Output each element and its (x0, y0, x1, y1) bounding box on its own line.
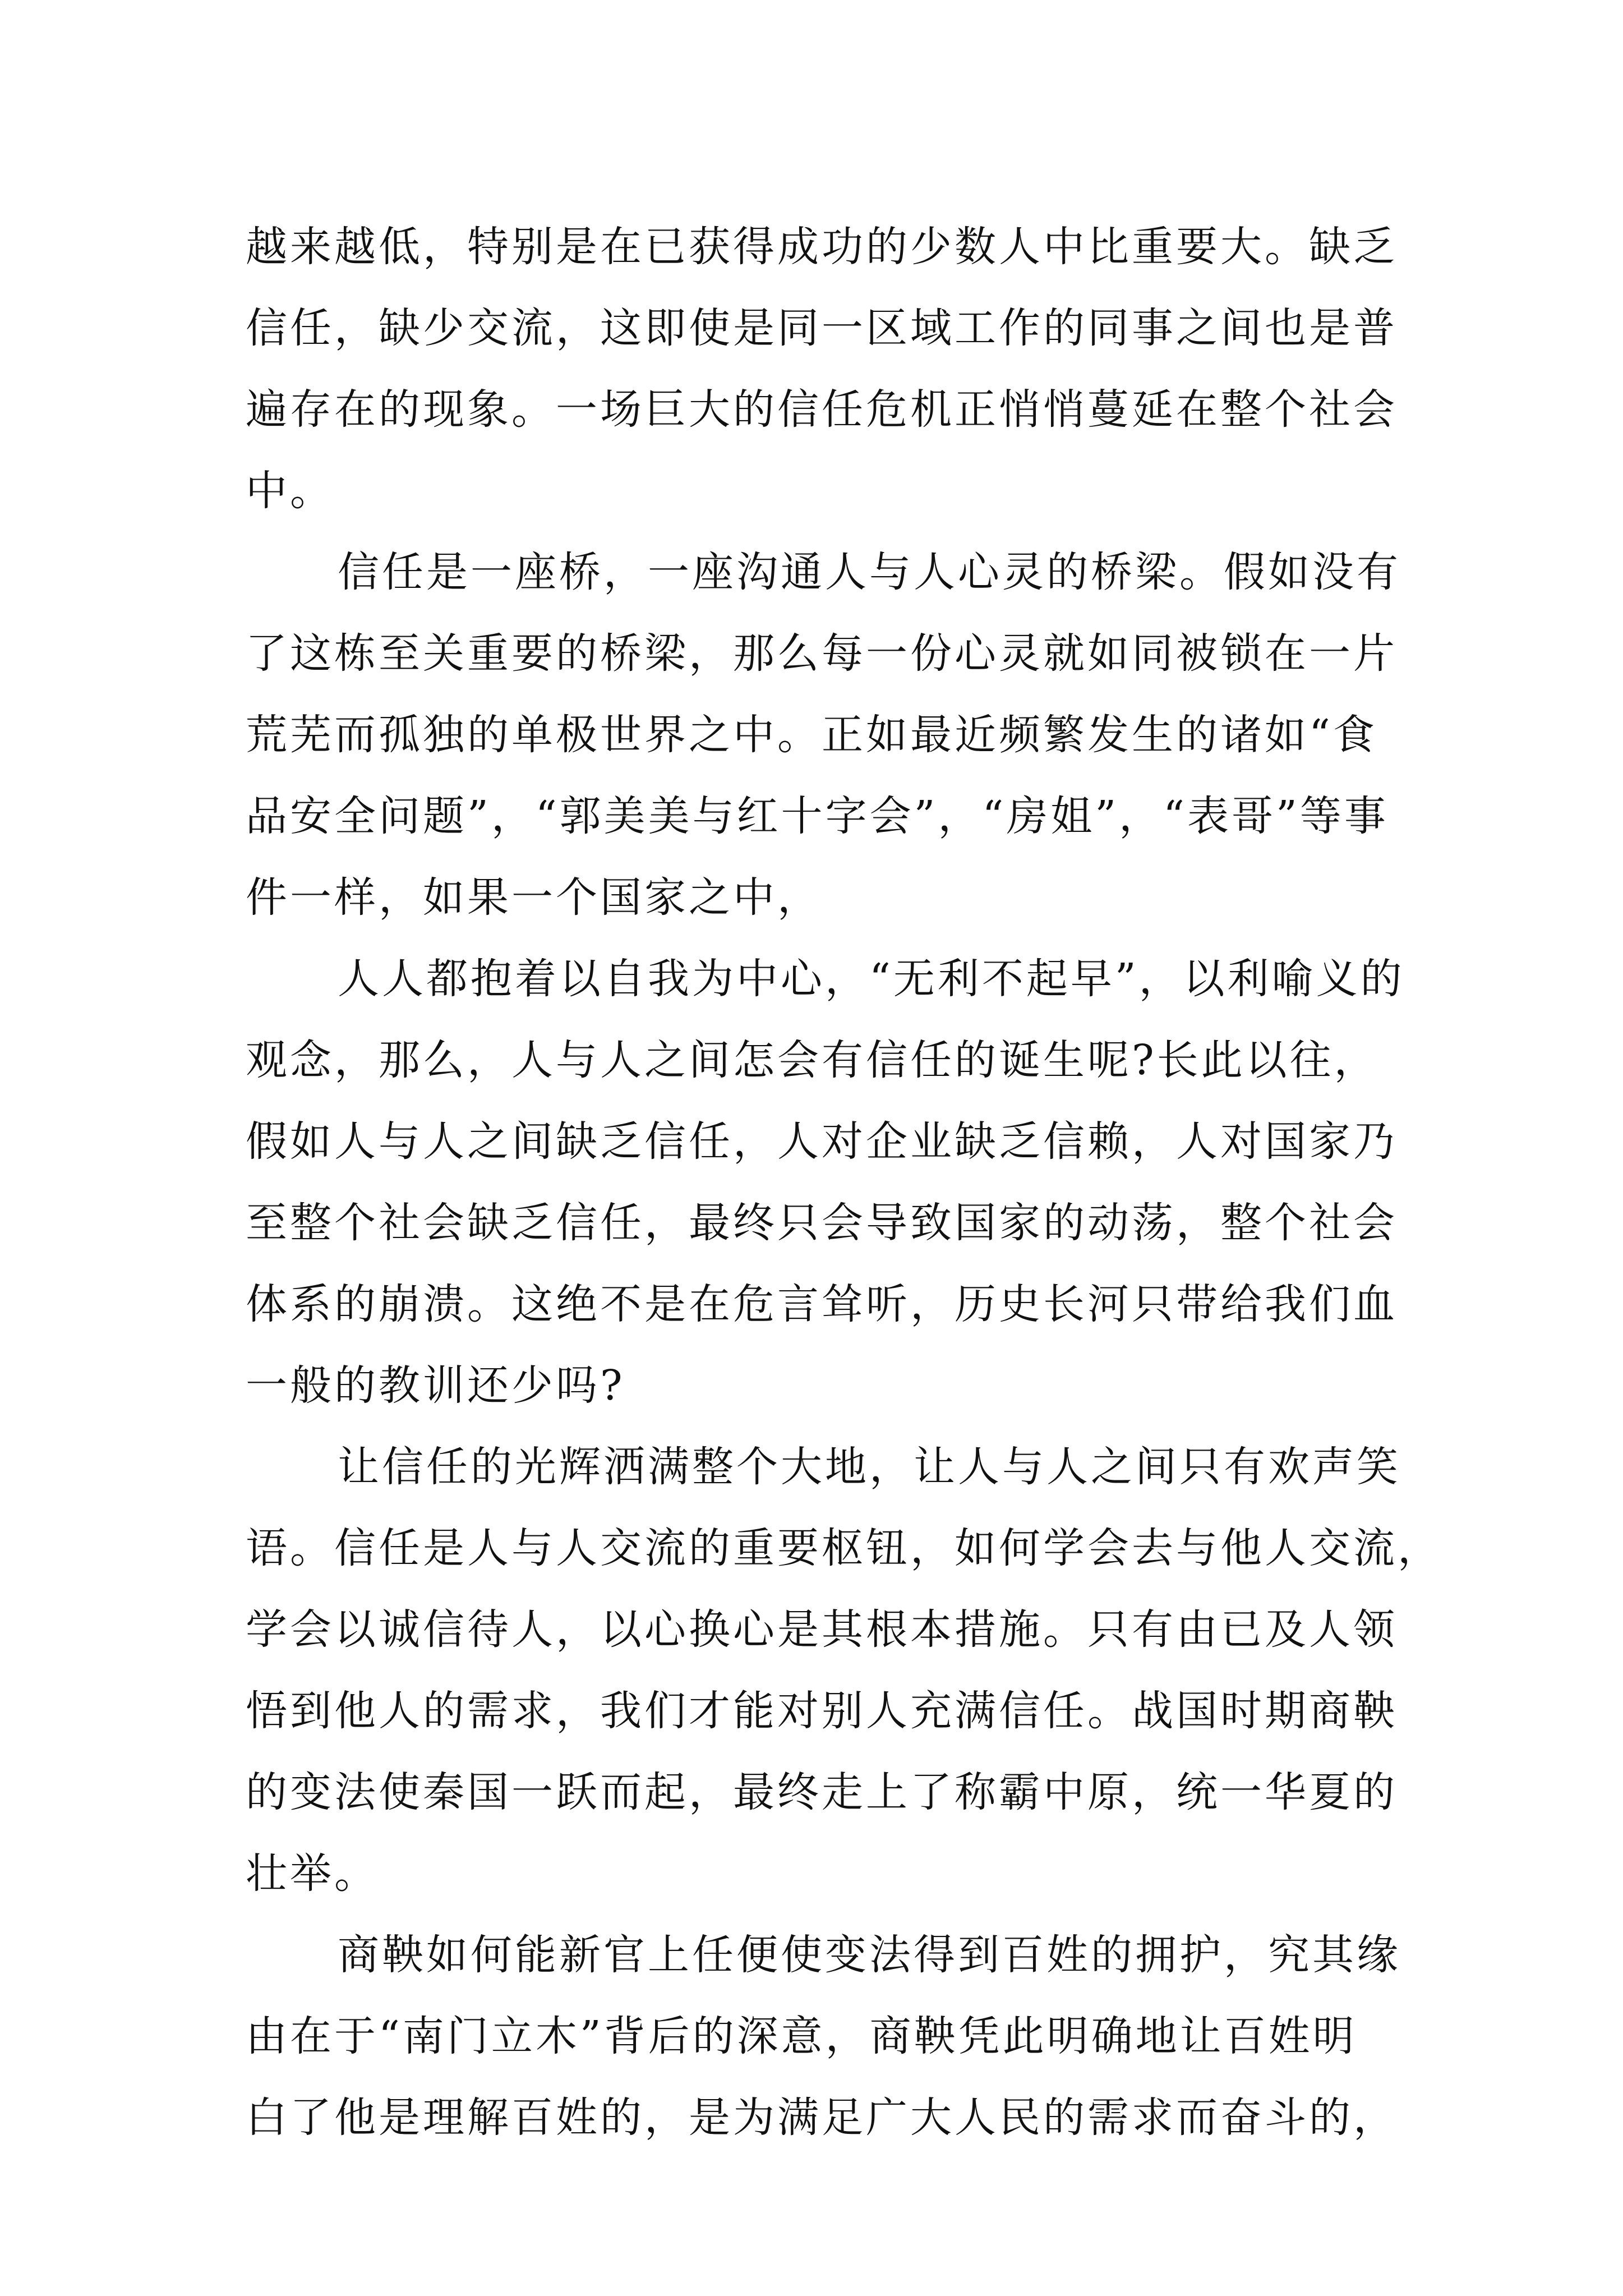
text-line: 悟到他人的需求，我们才能对别人充满信任。战国时期商鞅 (246, 1687, 1398, 1735)
text-line: 白了他是理解百姓的，是为满足广大人民的需求而奋斗的， (246, 2093, 1398, 2142)
text-line: 观念，那么，人与人之间怎会有信任的诞生呢?长此以往， (246, 1036, 1378, 1084)
text-line: 品安全问题”，“郭美美与红十字会”，“房姐”，“表哥”等事 (246, 792, 1389, 840)
text-line-paragraph-start: 人人都抱着以自我为中心，“无利不起早”，以利喻义的 (338, 955, 1405, 1003)
text-line: 壮举。 (246, 1849, 379, 1898)
text-line: 越来越低，特别是在已获得成功的少数人中比重要大。缺乏 (246, 223, 1398, 271)
text-line: 由在于“南门立木”背后的深意，商鞅凭此明确地让百姓明 (246, 2012, 1357, 2060)
text-line: 遍存在的现象。一场巨大的信任危机正悄悄蔓延在整个社会 (246, 385, 1398, 434)
text-line: 的变法使秦国一跃而起，最终走上了称霸中原，统一华夏的 (246, 1768, 1398, 1816)
text-line: 了这栋至关重要的桥梁，那么每一份心灵就如同被锁在一片 (246, 629, 1398, 678)
text-line-paragraph-start: 商鞅如何能新官上任便使变法得到百姓的拥护，究其缘 (338, 1931, 1401, 1979)
text-line: 假如人与人之间缺乏信任，人对企业缺乏信赖，人对国家乃 (246, 1117, 1398, 1166)
text-line-paragraph-start: 信任是一座桥，一座沟通人与人心灵的桥梁。假如没有 (338, 548, 1401, 596)
text-line: 中。 (246, 467, 334, 515)
text-line: 体系的崩溃。这绝不是在危言耸听，历史长河只带给我们血 (246, 1280, 1398, 1328)
text-line: 信任，缺少交流，这即使是同一区域工作的同事之间也是普 (246, 304, 1398, 352)
text-line: 件一样，如果一个国家之中， (246, 873, 822, 922)
text-line: 学会以诚信待人，以心换心是其根本措施。只有由已及人领 (246, 1605, 1398, 1654)
text-line: 一般的教训还少吗? (246, 1361, 625, 1410)
text-line: 荒芜而孤独的单极世界之中。正如最近频繁发生的诸如“食 (246, 711, 1377, 759)
text-line-paragraph-start: 让信任的光辉洒满整个大地，让人与人之间只有欢声笑 (338, 1443, 1401, 1491)
text-line: 语。信任是人与人交流的重要枢钮，如何学会去与他人交流， (246, 1524, 1442, 1572)
body-text (246, 206, 1442, 2159)
text-line: 至整个社会缺乏信任，最终只会导致国家的动荡，整个社会 (246, 1199, 1398, 1247)
